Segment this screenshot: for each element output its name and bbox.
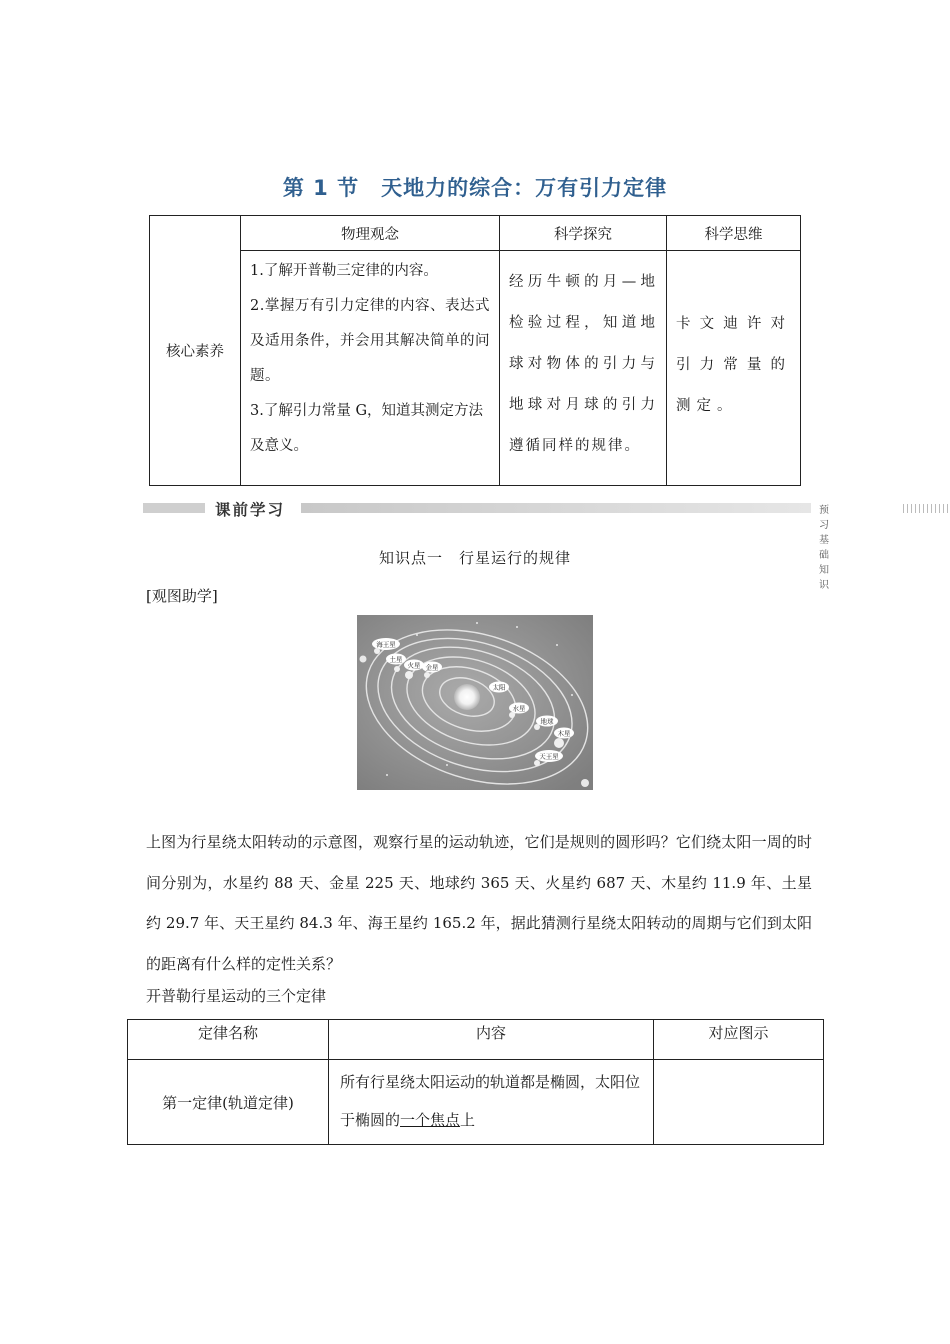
solar-system-svg: [357, 615, 593, 790]
kepler-laws-table: [127, 1019, 824, 1145]
guide-label: [观图助学]: [146, 587, 218, 605]
solar-system-figure: [357, 615, 593, 790]
col-header-science-thinking: 科学思维: [667, 216, 801, 251]
svg-text:地球: 地球: [540, 717, 554, 726]
svg-text:土星: 土星: [389, 655, 403, 664]
law-1-content: [329, 1060, 654, 1145]
law-1-content-after: 上: [460, 1111, 476, 1129]
kepler-heading: 开普勒行星运动的三个定律: [146, 987, 327, 1005]
svg-text:海王星: 海王星: [376, 640, 396, 649]
sun: [454, 684, 480, 710]
law-1-figure: [654, 1060, 824, 1145]
knowledge-point-heading: 知识点一 行星运行的规律: [378, 549, 571, 567]
bar-ticks: [903, 504, 950, 513]
svg-text:水星: 水星: [512, 704, 526, 713]
label-saturn: [386, 654, 406, 665]
science-thinking-cell: [667, 251, 801, 486]
svg-text:木星: 木星: [557, 729, 571, 738]
physics-concept-item-3: 3.了解引力常量 G，知道其测定方法及意义。: [250, 403, 484, 454]
section-label: 课前学习: [215, 501, 286, 519]
svg-text:天王星: 天王星: [539, 752, 559, 761]
laws-header-figure: 对应图示: [654, 1020, 824, 1060]
col-header-science-inquiry: 科学探究: [500, 216, 667, 251]
science-thinking-text: 卡文迪许对引力常量的测定。: [676, 316, 791, 414]
col-header-physics-concept: 物理观念: [241, 216, 500, 251]
bar-left-stripe: [143, 503, 205, 513]
label-mercury: [509, 703, 529, 714]
label-jupiter: [554, 728, 574, 739]
physics-concept-cell: [241, 251, 500, 486]
svg-text:太阳: 太阳: [492, 683, 506, 692]
observation-paragraph: 上图为行星绕太阳转动的示意图，观察行星的运动轨迹，它们是规则的圆形吗？它们绕太阳一周的时间分别为，水星约 88 天、金星 225 天、地球约 365 天、火星约 687 天、木星约 11.9 年、土星约 29.7 年、天王星约 84.3 年、海王星约 165.2 年，据此猜测行星绕太阳转动的周期与它们到太阳的距离有什么样的定性关系？: [146, 833, 812, 973]
science-inquiry-cell: [500, 251, 667, 486]
section-right-label: 预习基础知识: [819, 505, 829, 591]
law-1-content-underlined: 一个焦点: [400, 1111, 461, 1129]
core-literacy-table: [149, 215, 801, 486]
law-1-name: 第一定律(轨道定律): [128, 1060, 329, 1145]
label-sun: [489, 682, 509, 693]
page-title: 第 1 节 天地力的综合：万有引力定律: [282, 176, 668, 200]
label-uranus: [535, 750, 563, 762]
physics-concept-item-1: 1.了解开普勒三定律的内容。: [250, 263, 438, 279]
bar-mid-stripe: [301, 503, 811, 513]
label-earth: [536, 716, 558, 727]
law-1-content-before: 所有行星绕太阳运动的轨道都是椭圆，太阳位于椭圆的: [340, 1073, 641, 1129]
physics-concept-item-2: 2.掌握万有引力定律的内容、表达式及适用条件，并会用其解决简单的问题。: [250, 298, 490, 384]
label-venus: [422, 662, 442, 673]
svg-text:金星: 金星: [425, 663, 439, 672]
science-inquiry-text: 经历牛顿的月—地检验过程，知道地球对物体的引力与地球对月球的引力遵循同样的规律。: [509, 274, 657, 454]
svg-text:火星: 火星: [407, 661, 421, 670]
row-header-core-literacy: 核心素养: [150, 216, 241, 486]
laws-header-content: 内容: [329, 1020, 654, 1060]
label-mars: [404, 660, 424, 671]
laws-header-name: 定律名称: [128, 1020, 329, 1060]
